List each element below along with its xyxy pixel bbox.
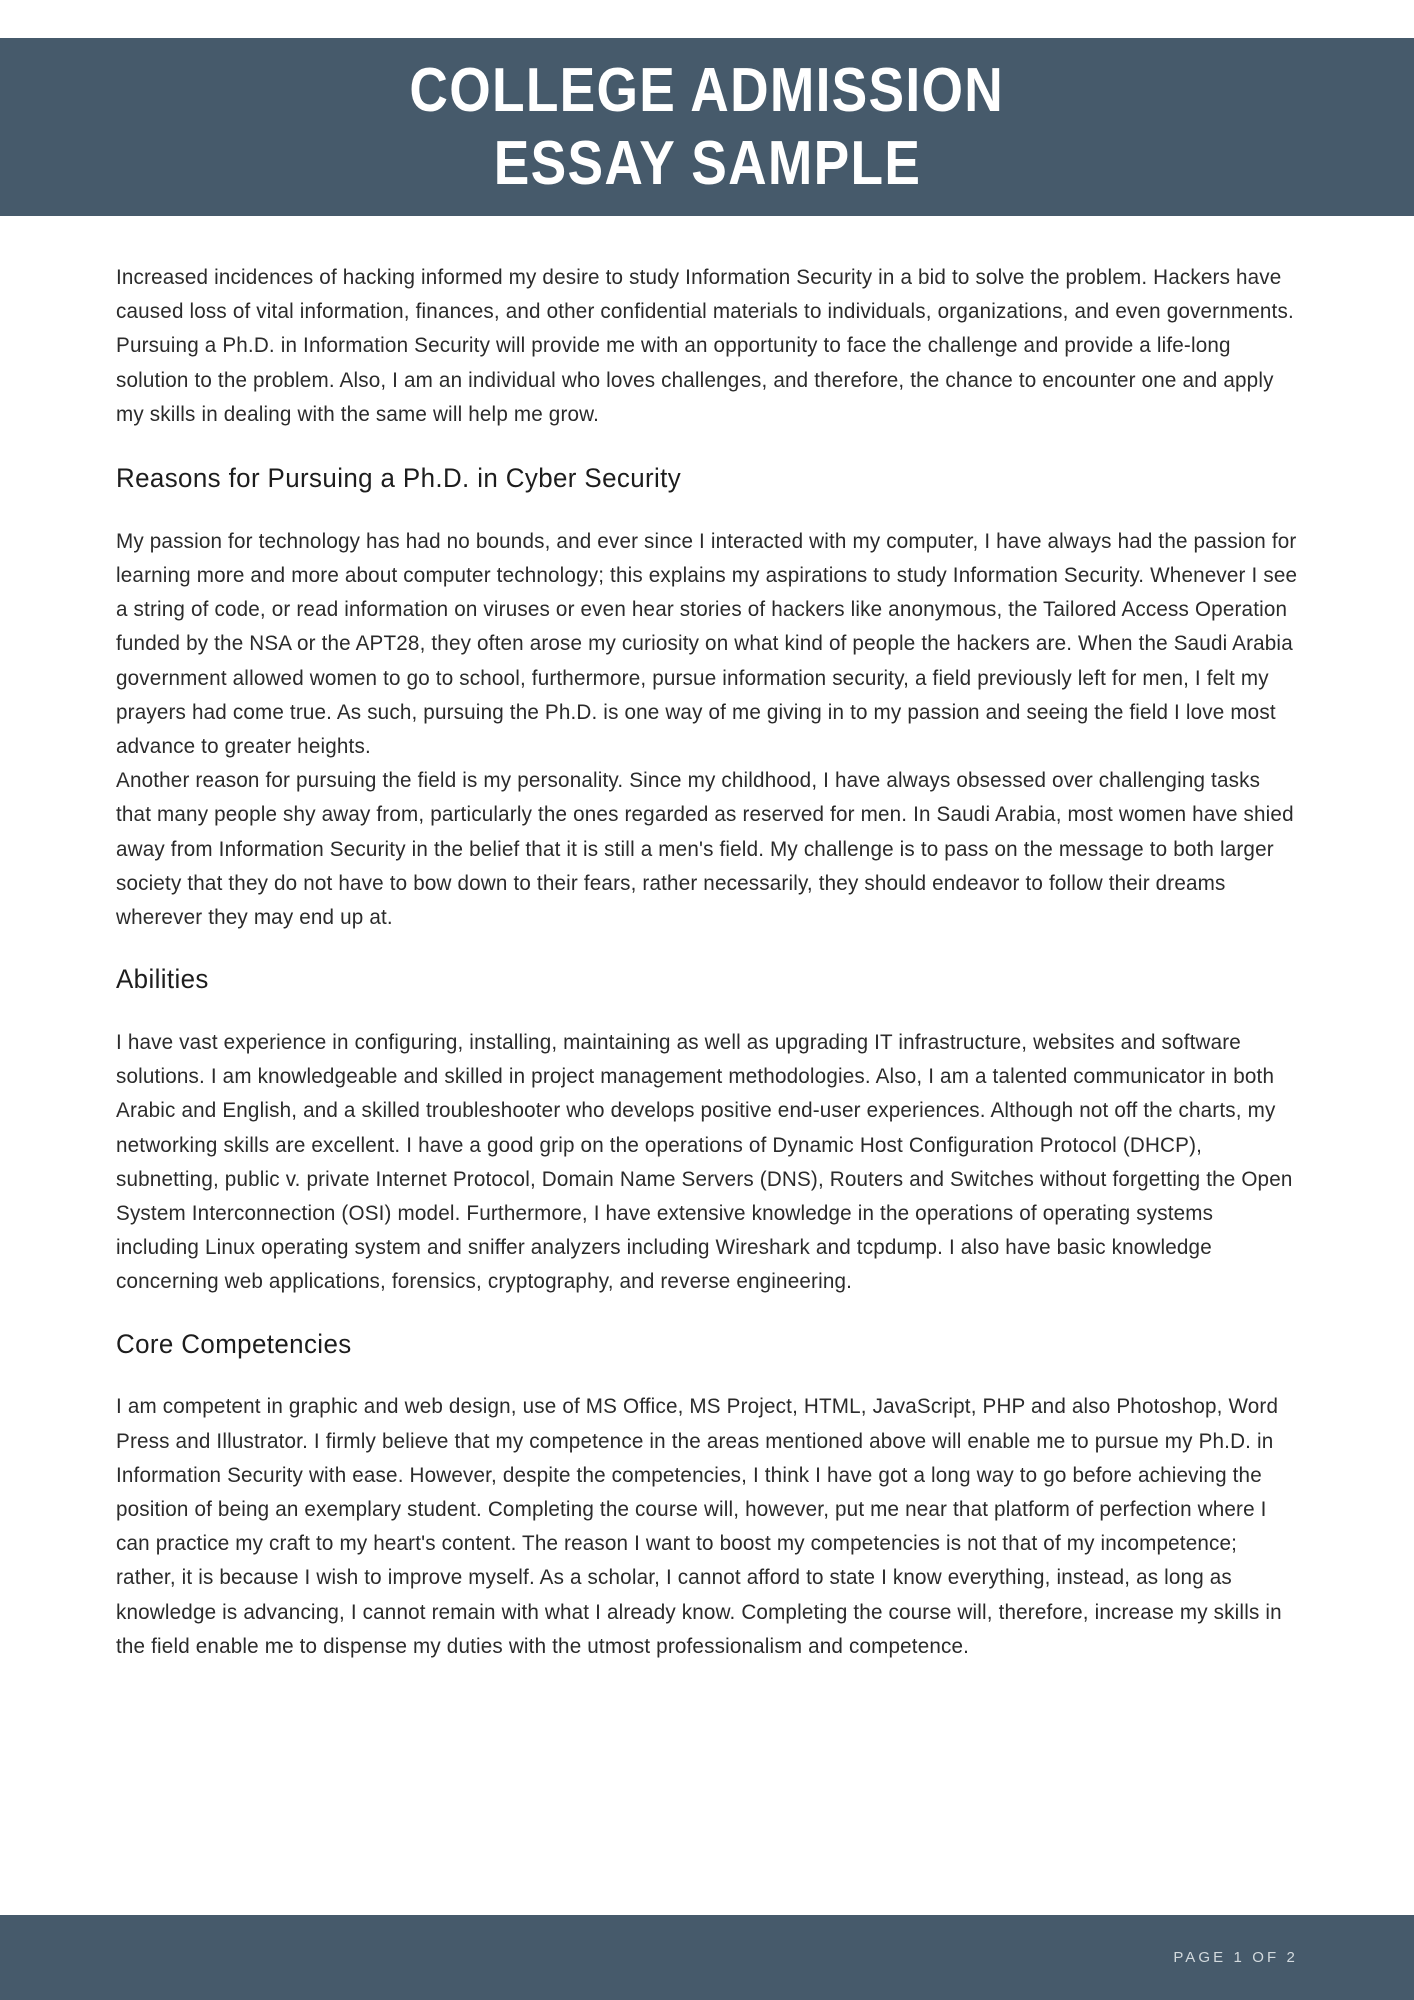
- document-body: [0, 216, 1414, 2000]
- section-core-competencies-paragraph-1: I am competent in graphic and web design, use of MS Office, MS Project, HTML, JavaScript, PHP and also Photoshop, Word Press and Illustrator. I firmly believe that my competence in the areas mentioned above will enable me to pursue my Ph.D. in Information Security with ease. However, despite the competencies, I think I have got a long way to go before achieving the position of being an exemplary student. Completing the course will, however, put me near that platform of perfection where I can practice my craft to my heart's content. The reason I want to boost my competencies is not that of my incompetence; rather, it is because I wish to improve myself. As a scholar, I cannot afford to state I know everything, instead, as long as knowledge is advancing, I cannot remain with what I already know. Completing the course will, therefore, increase my skills in the field enable me to dispense my duties with the utmost professionalism and competence.: [116, 1394, 1282, 1658]
- section-reasons-paragraph-2: Another reason for pursuing the field is my personality. Since my childhood, I have always obsessed over challenging tasks that many people shy away from, particularly the ones regarded as reserved for men. In Saudi Arabia, most women have shied away from Information Security in the belief that it is still a men's field. My challenge is to pass on the message to both larger society that they do not have to bow down to their fears, rather necessarily, they should endeavor to follow their dreams wherever they may end up at.: [116, 768, 1294, 929]
- page-number-label: PAGE 1 OF 2: [1173, 1949, 1298, 1966]
- page-title-line-2: ESSAY SAMPLE: [493, 128, 921, 198]
- section-heading-abilities: Abilities: [116, 964, 209, 995]
- section-heading-core-competencies: Core Competencies: [116, 1328, 352, 1359]
- page-title-line-1: COLLEGE ADMISSION: [409, 56, 1005, 126]
- section-heading-reasons: Reasons for Pursuing a Ph.D. in Cyber Security: [116, 463, 682, 494]
- section-abilities-paragraph-1: I have vast experience in configuring, installing, maintaining as well as upgrading IT infrastructure, websites and software solutions. I am knowledgeable and skilled in project management methodologies. Also, I am a talented communicator in both Arabic and English, and a skilled troubleshooter who develops positive end-user experiences. Although not off the charts, my networking skills are excellent. I have a good grip on the operations of Dynamic Host Configuration Protocol (DHCP), subnetting, public v. private Internet Protocol, Domain Name Servers (DNS), Routers and Switches without forgetting the Open System Interconnection (OSI) model. Furthermore, I have extensive knowledge in the operations of operating systems including Linux operating system and sniffer analyzers including Wireshark and tcpdump. I also have basic knowledge concerning web applications, forensics, cryptography, and reverse engineering.: [116, 1029, 1293, 1294]
- document-footer-banner: [0, 1915, 1414, 2000]
- document-header-banner: [0, 38, 1414, 216]
- intro-paragraph: Increased incidences of hacking informed my desire to study Information Security in a bid to solve the problem. Hackers have caused loss of vital information, finances, and other confidential materials to individuals, organizations, and even governments. Pursuing a Ph.D. in Information Security will provide me with an opportunity to face the challenge and provide a life-long solution to the problem. Also, I am an individual who loves challenges, and therefore, the chance to encounter one and apply my skills in dealing with the same will help me grow.: [116, 265, 1294, 426]
- section-reasons-paragraph-1: My passion for technology has had no bounds, and ever since I interacted with my computer, I have always had the passion for learning more and more about computer technology; this explains my aspirations to study Information Security. Whenever I see a string of code, or read information on viruses or even hear stories of hackers like anonymous, the Tailored Access Operation funded by the NSA or the APT28, they often arose my curiosity on what kind of people the hackers are. When the Saudi Arabia government allowed women to go to school, furthermore, pursue information security, a field previously left for men, I felt my prayers had come true. As such, pursuing the Ph.D. is one way of me giving in to my passion and seeing the field I love most advance to greater heights.: [116, 528, 1298, 758]
